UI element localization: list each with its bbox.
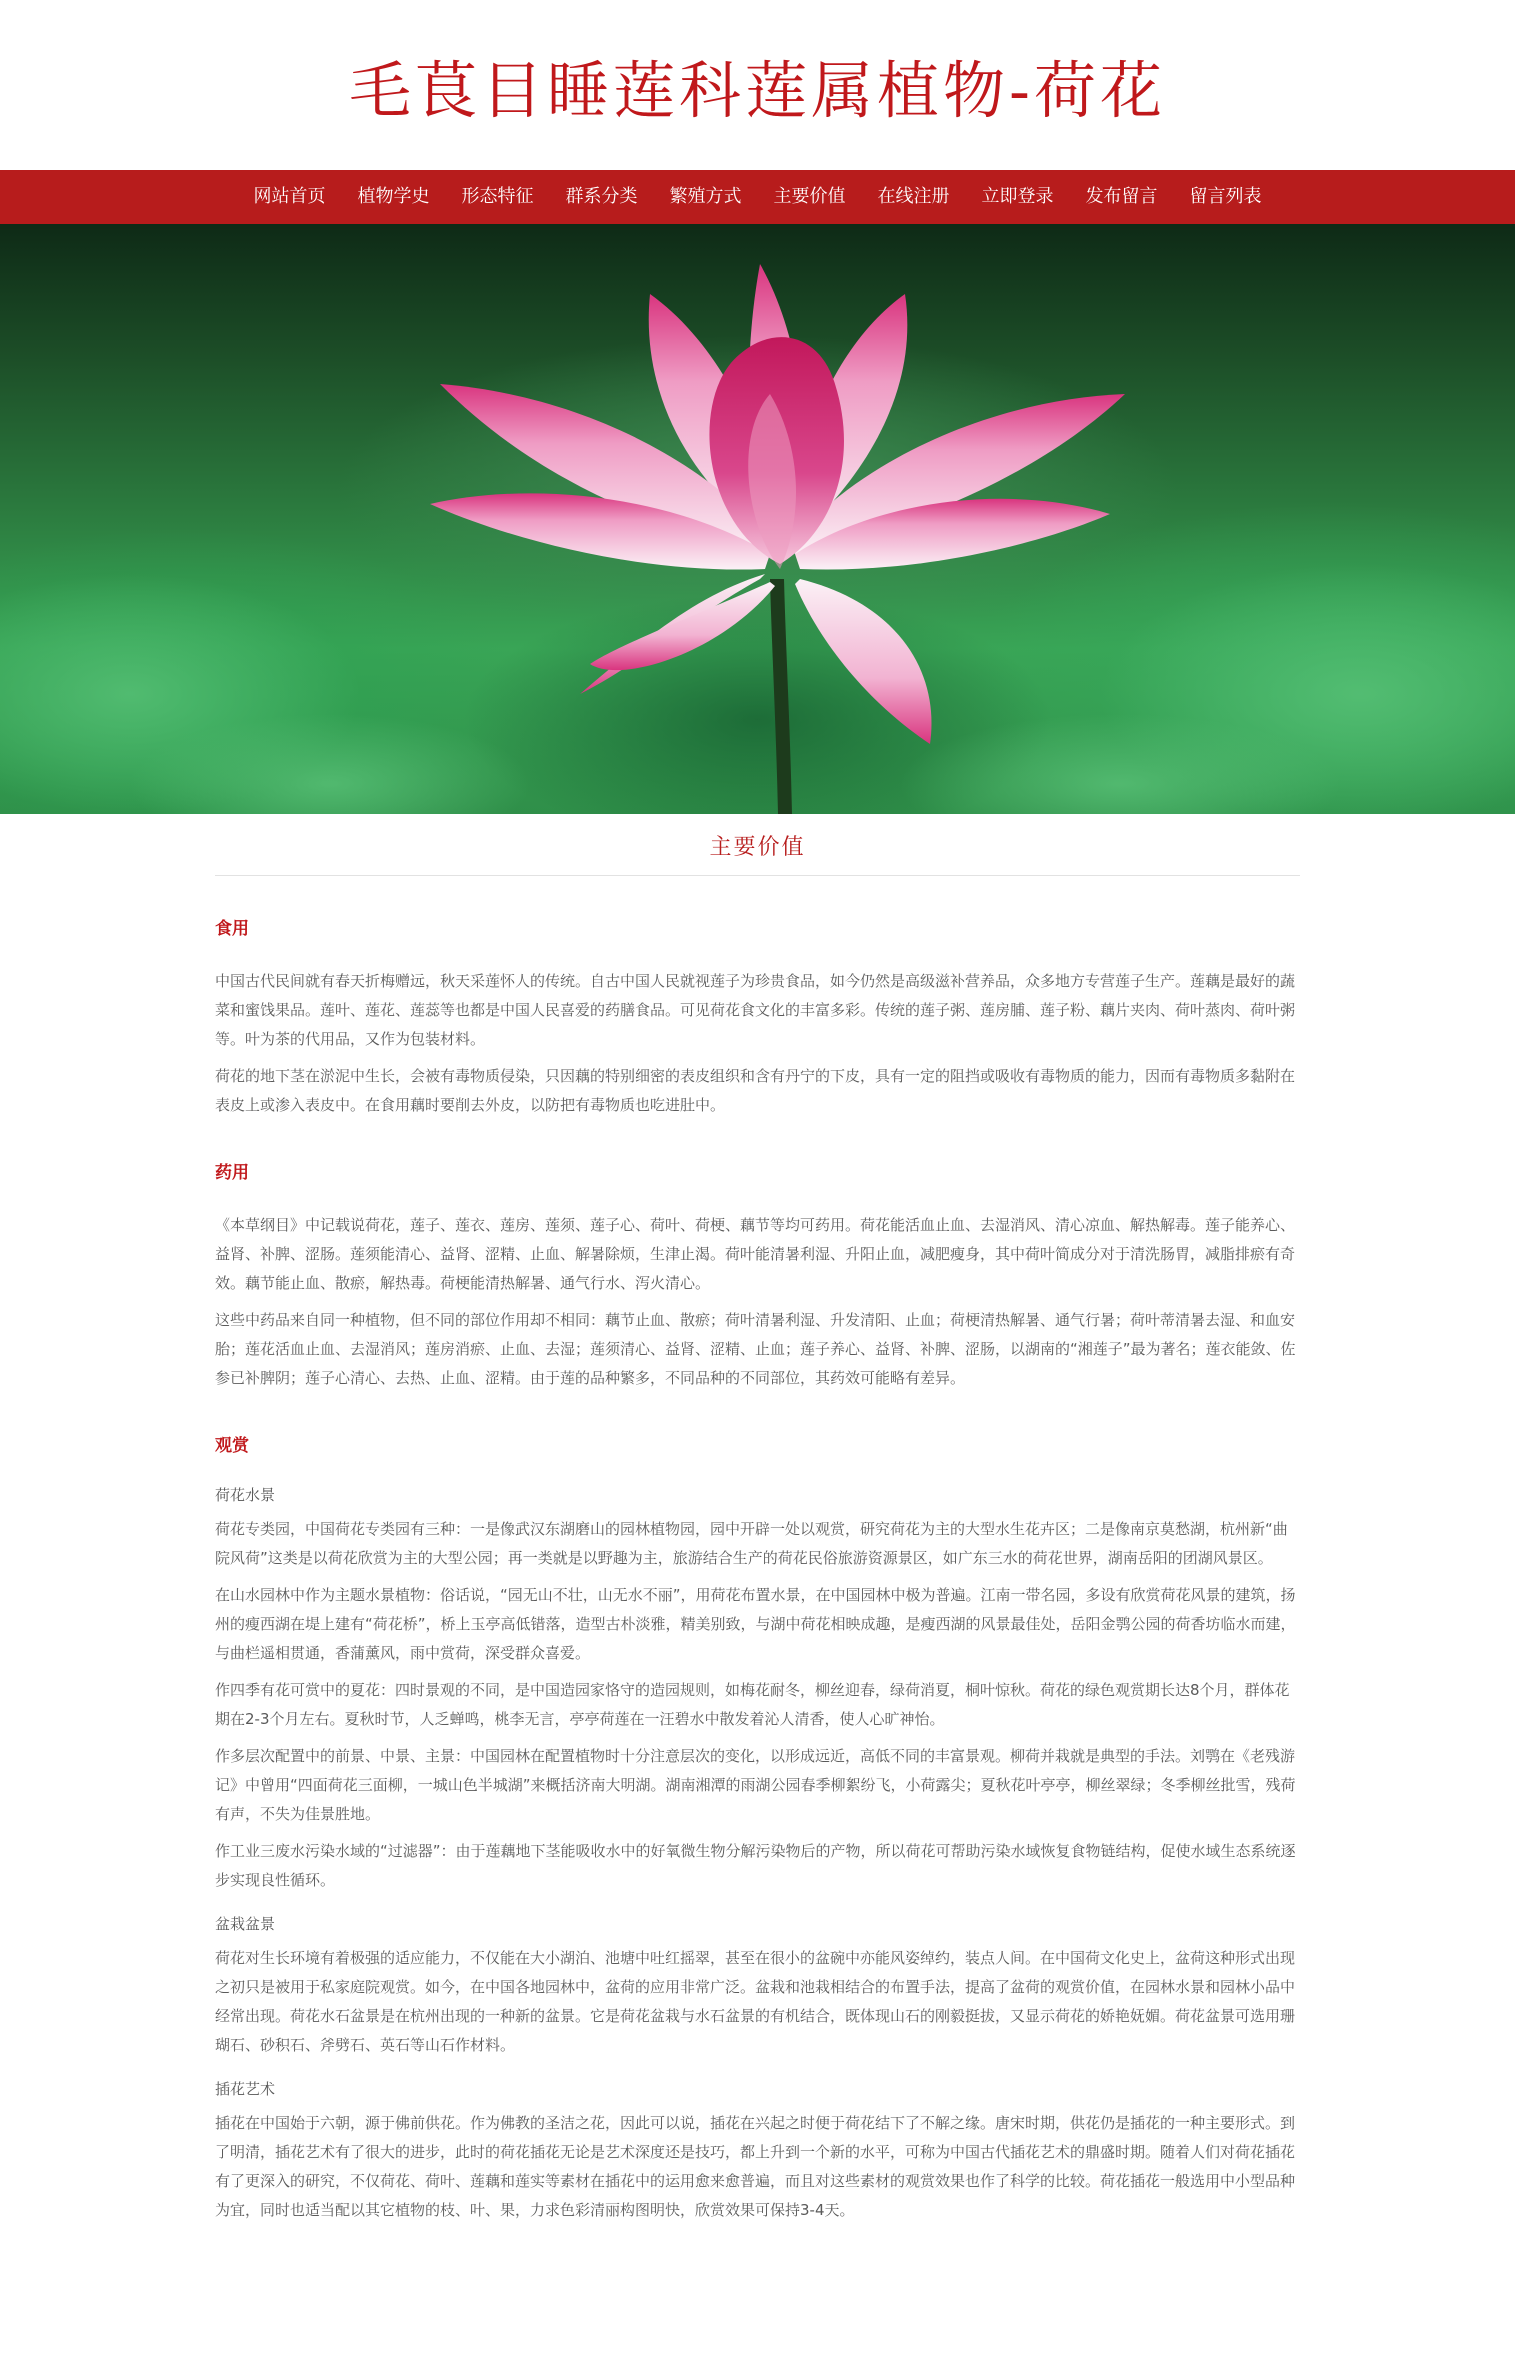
lotus-flower-image bbox=[0, 224, 1515, 814]
nav-item-4[interactable]: 繁殖方式 bbox=[669, 186, 742, 207]
main-content bbox=[215, 814, 1300, 2225]
paragraph: 中国古代民间就有春天折梅赠远，秋天采莲怀人的传统。自古中国人民就视莲子为珍贵食品，如今仍然是高级滋补营养品，众多地方专营莲子生产。莲藕是最好的蔬菜和蜜饯果品。莲叶、莲花、莲蕊等也都是中国人民喜爱的药膳食品。可见荷花食文化的丰富多彩。传统的莲子粥、莲房脯、莲子粉、藕片夹肉、荷叶蒸肉、荷叶粥等。叶为茶的代用品，又作为包装材料。 bbox=[215, 972, 1296, 1048]
subsection-heading: 盆栽盆景 bbox=[215, 1915, 276, 1933]
section-heading: 观赏 bbox=[215, 1436, 249, 1456]
paragraph: 作工业三废水污染水域的“过滤器”：由于莲藕地下茎能吸收水中的好氧微生物分解污染物后的产物，所以荷花可帮助污染水域恢复食物链结构，促使水域生态系统逐步实现良性循环。 bbox=[215, 1842, 1296, 1889]
paragraph: 作多层次配置中的前景、中景、主景：中国园林在配置植物时十分注意层次的变化，以形成远近，高低不同的丰富景观。柳荷并栽就是典型的手法。刘鹗在《老残游记》中曾用“四面荷花三面柳，一城山色半城湖”来概括济南大明湖。湖南湘潭的雨湖公园春季柳絮纷飞，小荷露尖；夏秋花叶亭亭，柳丝翠绿；冬季柳丝批雪，残荷有声，不失为佳景胜地。 bbox=[215, 1747, 1296, 1823]
nav-item-1[interactable]: 植物学史 bbox=[357, 186, 430, 207]
site-title: 毛茛目睡莲科莲属植物-荷花 bbox=[349, 53, 1166, 127]
nav-item-5[interactable]: 主要价值 bbox=[773, 186, 846, 207]
page-title: 主要价值 bbox=[215, 814, 1300, 876]
paragraph: 《本草纲目》中记载说荷花，莲子、莲衣、莲房、莲须、莲子心、荷叶、荷梗、藕节等均可药用。荷花能活血止血、去湿消风、清心凉血、解热解毒。莲子能养心、益肾、补脾、涩肠。莲须能清心、益肾、涩精、止血、解暑除烦，生津止渴。荷叶能清暑利湿、升阳止血，减肥瘦身，其中荷叶简成分对于清洗肠胃，减脂排瘀有奇效。藕节能止血、散瘀，解热毒。荷梗能清热解暑、通气行水、泻火清心。 bbox=[215, 1216, 1296, 1292]
nav-item-7[interactable]: 立即登录 bbox=[981, 186, 1054, 207]
paragraph: 荷花的地下茎在淤泥中生长，会被有毒物质侵染，只因藕的特别细密的表皮组织和含有丹宁的下皮，具有一定的阻挡或吸收有毒物质的能力，因而有毒物质多黏附在表皮上或渗入表皮中。在食用藕时要削去外皮，以防把有毒物质也吃进肚中。 bbox=[215, 1067, 1296, 1114]
nav-item-3[interactable]: 群系分类 bbox=[565, 186, 638, 207]
content-sections bbox=[215, 914, 1300, 2225]
section-heading: 食用 bbox=[215, 919, 249, 939]
nav-item-6[interactable]: 在线注册 bbox=[877, 186, 950, 207]
nav-item-0[interactable]: 网站首页 bbox=[253, 186, 326, 207]
paragraph: 荷花对生长环境有着极强的适应能力，不仅能在大小湖泊、池塘中吐红摇翠，甚至在很小的盆碗中亦能风姿绰约，装点人间。在中国荷文化史上，盆荷这种形式出现之初只是被用于私家庭院观赏。如今，在中国各地园林中，盆荷的应用非常广泛。盆栽和池栽相结合的布置手法，提高了盆荷的观赏价值，在园林水景和园林小品中经常出现。荷花水石盆景是在杭州出现的一种新的盆景。它是荷花盆栽与水石盆景的有机结合，既体现山石的刚毅挺拔，又显示荷花的娇艳妩媚。荷花盆景可选用珊瑚石、砂积石、斧劈石、英石等山石作材料。 bbox=[215, 1949, 1296, 2054]
paragraph: 插花在中国始于六朝，源于佛前供花。作为佛教的圣洁之花，因此可以说，插花在兴起之时便于荷花结下了不解之缘。唐宋时期，供花仍是插花的一种主要形式。到了明清，插花艺术有了很大的进步，此时的荷花插花无论是艺术深度还是技巧，都上升到一个新的水平，可称为中国古代插花艺术的鼎盛时期。随着人们对荷花插花有了更深入的研究，不仅荷花、荷叶、莲藕和莲实等素材在插花中的运用愈来愈普遍，而且对这些素材的观赏效果也作了科学的比较。荷花插花一般选用中小型品种为宜，同时也适当配以其它植物的枝、叶、果，力求色彩清丽构图明快，欣赏效果可保持3-4天。 bbox=[215, 2114, 1296, 2219]
nav-item-9[interactable]: 留言列表 bbox=[1189, 186, 1262, 207]
subsection-heading: 插花艺术 bbox=[215, 2080, 276, 2098]
hero-banner bbox=[0, 224, 1515, 814]
subsection-heading: 荷花水景 bbox=[215, 1486, 276, 1504]
paragraph: 在山水园林中作为主题水景植物：俗话说，“园无山不壮，山无水不丽”，用荷花布置水景，在中国园林中极为普遍。江南一带名园，多设有欣赏荷花风景的建筑，扬州的瘦西湖在堤上建有“荷花桥”，桥上玉亭高低错落，造型古朴淡雅，精美别致，与湖中荷花相映成趣，是瘦西湖的风景最佳处，岳阳金鹗公园的荷香坊临水而建，与曲栏遥相贯通，香蒲薰风，雨中赏荷，深受群众喜爱。 bbox=[215, 1586, 1296, 1662]
main-nav bbox=[0, 170, 1515, 224]
paragraph: 作四季有花可赏中的夏花：四时景观的不同，是中国造园家恪守的造园规则，如梅花耐冬，柳丝迎春，绿荷消夏，桐叶惊秋。荷花的绿色观赏期长达8个月，群体花期在2-3个月左右。夏秋时节，人乏蝉鸣，桃李无言，亭亭荷莲在一汪碧水中散发着沁人清香，使人心旷神怡。 bbox=[215, 1681, 1290, 1728]
nav-item-2[interactable]: 形态特征 bbox=[461, 186, 534, 207]
paragraph: 这些中药品来自同一种植物，但不同的部位作用却不相同：藕节止血、散瘀；荷叶清暑利湿、升发清阳、止血；荷梗清热解暑、通气行暑；荷叶蒂清暑去湿、和血安胎；莲花活血止血、去湿消风；莲房消瘀、止血、去湿；莲须清心、益肾、涩精、止血；莲子养心、益肾、补脾、涩肠，以湖南的“湘莲子”最为著名；莲衣能敛、佐参已补脾阴；莲子心清心、去热、止血、涩精。由于莲的品种繁多，不同品种的不同部位，其药效可能略有差异。 bbox=[215, 1311, 1296, 1387]
paragraph: 荷花专类园，中国荷花专类园有三种：一是像武汉东湖磨山的园林植物园，园中开辟一处以观赏，研究荷花为主的大型水生花卉区；二是像南京莫愁湖，杭州新“曲院风荷”这类是以荷花欣赏为主的大型公园；再一类就是以野趣为主，旅游结合生产的荷花民俗旅游资源景区，如广东三水的荷花世界，湖南岳阳的团湖风景区。 bbox=[215, 1520, 1288, 1567]
nav-item-8[interactable]: 发布留言 bbox=[1085, 186, 1158, 207]
site-header bbox=[0, 0, 1515, 170]
section-heading: 药用 bbox=[215, 1163, 249, 1183]
